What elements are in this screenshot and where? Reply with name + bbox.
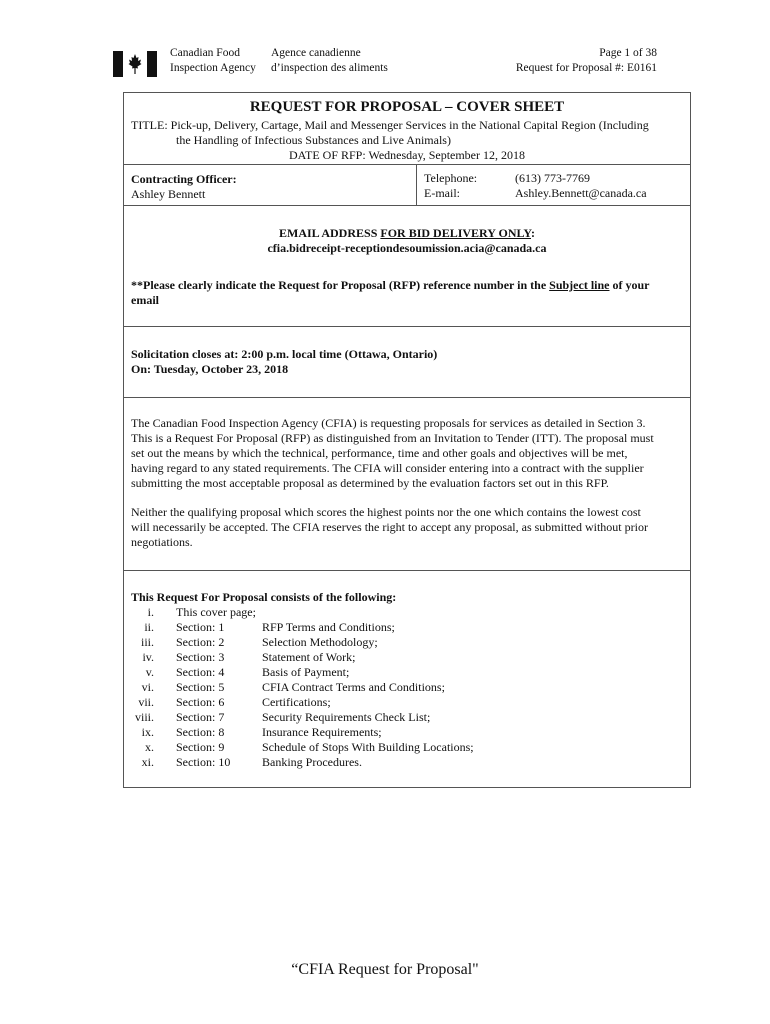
list-item-description: Security Requirements Check List; <box>262 710 431 724</box>
list-item-description: Banking Procedures. <box>262 755 362 769</box>
footer-caption: “CFIA Request for Proposal" <box>291 961 479 978</box>
cover-sheet-box <box>123 92 691 788</box>
agency-name-french: Agence canadienne d’inspection des aliments <box>271 47 388 74</box>
page-info <box>516 46 657 76</box>
list-item-description: Certifications; <box>262 695 331 709</box>
bid-delivery-address[interactable]: cfia.bidreceipt-receptiondesoumission.acia@canada.ca <box>267 241 547 255</box>
list-item-section: Section: 4 <box>176 665 225 679</box>
closing-time: Solicitation closes at: 2:00 p.m. local time (Ottawa, Ontario) <box>131 347 438 361</box>
canada-flag-icon <box>113 51 157 77</box>
list-item-section: Section: 8 <box>176 725 225 739</box>
rfp-title-line1: TITLE: Pick-up, Delivery, Cartage, Mail and Messenger Services in the National Capital Region (Including <box>131 118 649 132</box>
list-item-section: Section: 9 <box>176 740 225 754</box>
list-item-section: This cover page; <box>176 605 256 619</box>
title-section <box>124 93 690 165</box>
list-item-description: Selection Methodology; <box>262 635 378 649</box>
list-item-number: vii. <box>138 695 154 709</box>
rfp-number: Request for Proposal #: E0161 <box>515 62 657 74</box>
list-item-number: iii. <box>140 635 154 649</box>
description-section <box>124 398 690 571</box>
list-item-number: x. <box>145 740 154 754</box>
list-item-section: Section: 7 <box>176 710 225 724</box>
list-item-description: Insurance Requirements; <box>262 725 382 739</box>
list-item-number: v. <box>145 665 154 679</box>
contracting-officer-name: Ashley Bennett <box>131 187 206 201</box>
list-item-number: xi. <box>141 755 154 769</box>
subject-line-note: **Please clearly indicate the Request for Proposal (RFP) reference number in the Subject line of your <box>131 278 650 292</box>
rfp-date: DATE OF RFP: Wednesday, September 12, 2018 <box>288 148 526 162</box>
contact-divider <box>416 165 417 206</box>
bid-delivery-section <box>124 206 690 327</box>
list-item-description: Statement of Work; <box>262 650 356 664</box>
telephone-value: (613) 773-7769 <box>515 171 590 185</box>
paragraph-2: Neither the qualifying proposal which scores the highest points nor the one which contains the lowest cost will necessarily be accepted. The CFIA reserves the right to accept any proposal, as submitted without prior negotiations. <box>131 505 648 549</box>
list-item-section: Section: 2 <box>176 635 225 649</box>
paragraph-1: The Canadian Food Inspection Agency (CFIA) is requesting proposals for services as detailed in Section 3. This is a Request For Proposal (RFP) as distinguished from an Invitation to Tender (ITT). The proposal must set out the means by which the technical, performance, time and other goals and objectives will be met, having regard to any stated requirements. The CFIA will consider entering into a contract with the supplier submitting the most acceptable proposal as determined by the evaluation factors set out in this RFP. <box>131 416 654 490</box>
list-item-description: CFIA Contract Terms and Conditions; <box>262 680 445 694</box>
list-item-number: vi. <box>141 680 154 694</box>
maple-leaf-icon <box>128 53 142 75</box>
agency-name-english: Canadian Food Inspection Agency <box>170 47 256 74</box>
list-item-number: viii. <box>134 710 154 724</box>
contents-heading: This Request For Proposal consists of the following: <box>131 590 397 604</box>
contents-section <box>124 571 690 787</box>
bid-delivery-label: EMAIL ADDRESS FOR BID DELIVERY ONLY: <box>279 226 535 240</box>
list-item-section: Section: 5 <box>176 680 225 694</box>
closing-section <box>124 327 690 398</box>
email-value[interactable]: Ashley.Bennett@canada.ca <box>515 186 647 200</box>
telephone-label: Telephone: <box>424 171 478 185</box>
list-item-number: i. <box>147 605 154 619</box>
list-item-section: Section: 10 <box>176 755 231 769</box>
email-label: E-mail: <box>424 186 460 200</box>
list-item-description: Schedule of Stops With Building Locations; <box>262 740 474 754</box>
closing-date: On: Tuesday, October 23, 2018 <box>131 362 289 376</box>
page-title: REQUEST FOR PROPOSAL – COVER SHEET <box>249 99 565 115</box>
list-item-section: Section: 1 <box>176 620 225 634</box>
list-item-description: Basis of Payment; <box>262 665 350 679</box>
contact-section <box>124 165 690 206</box>
list-item-section: Section: 6 <box>176 695 225 709</box>
contracting-officer-label: Contracting Officer: <box>131 172 237 186</box>
list-item-description: RFP Terms and Conditions; <box>262 620 395 634</box>
list-item-number: ii. <box>144 620 154 634</box>
rfp-title-line2: the Handling of Infectious Substances and Live Animals) <box>176 133 451 147</box>
subject-line-note-line2: email <box>131 293 159 307</box>
list-item-number: iv. <box>142 650 154 664</box>
list-item-section: Section: 3 <box>176 650 225 664</box>
list-item-number: ix. <box>141 725 154 739</box>
page-number: Page 1 of 38 <box>599 47 657 59</box>
